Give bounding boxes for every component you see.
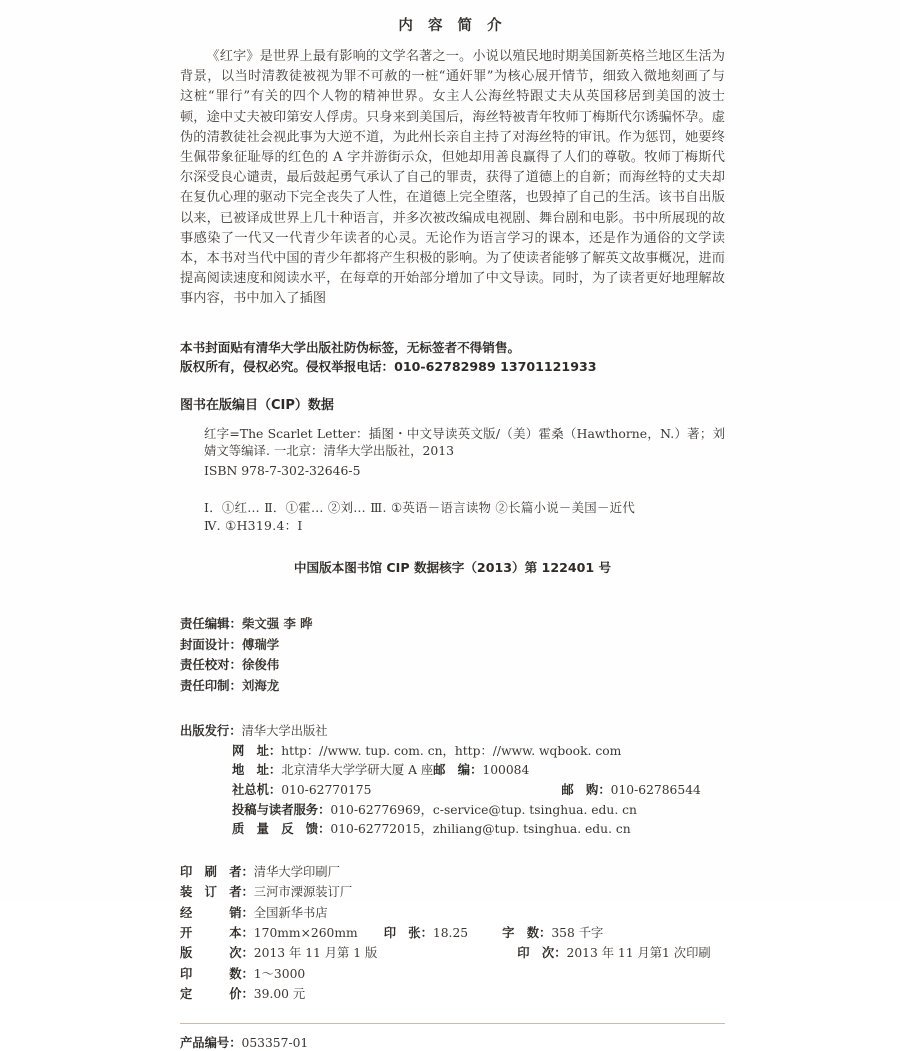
- printer-value: 清华大学印刷厂: [253, 864, 340, 879]
- staff-row-proofreader: [180, 655, 725, 676]
- cip-description: 红字=The Scarlet Letter：插图・中文导读英文版/（美）霍桑（Hawthorne，N.）著；刘婧文等编译. 一北京：清华大学出版社，2013: [204, 425, 725, 459]
- cip-heading: 图书在版编目（CIP）数据: [180, 397, 334, 413]
- publisher-info-block: [180, 722, 725, 840]
- publisher-label: 出版发行：: [180, 724, 242, 739]
- copies-label: 印 数：: [180, 966, 254, 981]
- cip-body: [180, 425, 725, 480]
- website-label: 网 址：: [232, 743, 282, 758]
- price-label: 定 价：: [180, 987, 254, 1002]
- product-number-value: 053357-01: [241, 1035, 309, 1050]
- staff-row-editor: [180, 614, 725, 635]
- staff-label-cover-design: 封面设计：: [180, 636, 242, 652]
- address-value: 北京清华大学学研大厦 A 座: [281, 763, 434, 778]
- impression-label: 印 次：: [517, 946, 567, 961]
- format-label: 开 本：: [180, 925, 254, 940]
- binder-value: 三河市溧源装订厂: [253, 885, 353, 900]
- notice-line-label: 本书封面贴有清华大学出版社防伪标签，无标签者不得销售。: [180, 339, 521, 355]
- classification-line-1: Ⅰ．①红… Ⅱ．①霍… ②刘… Ⅲ. ①英语－语言读物 ②长篇小说－美国－近代: [204, 500, 636, 516]
- mailorder-value: 010-62786544: [610, 782, 701, 797]
- distributor-row: [180, 903, 725, 923]
- isbn-value: ISBN 978-7-302-32646-5: [204, 462, 361, 478]
- staff-row-cover-design: [180, 635, 725, 656]
- edition-row: [180, 943, 725, 963]
- distributor-value: 全国新华书店: [253, 905, 328, 920]
- address-label: 地 址：: [232, 763, 282, 778]
- switchboard-label: 社总机：: [232, 782, 282, 797]
- editorial-staff-list: [180, 614, 725, 696]
- page-content: [180, 0, 725, 1051]
- book-synopsis-paragraph: 《红字》是世界上最有影响的文学名著之一。小说以殖民地时期美国新英格兰地区生活为背景，以当时清教徒被视为罪不可赦的一桩“通奸罪”为核心展开情节，细致入微地刻画了与这桩“罪行”有关的四个人物的精神世界。女主人公海丝特跟丈夫从英国移居到美国的波士顿，途中丈夫被印第安人俘虏。只身来到美国后，海丝特被青年牧师丁梅斯代尔诱骗怀孕。虚伪的清教徒社会视此事为大逆不道，为此州长亲自主持了对海丝特的审讯。作为惩罚，她要终生佩带象征耻辱的红色的 A 字并游街示众，但她却用善良赢得了人们的尊敬。牧师丁梅斯代尔深受良心谴责，最后鼓起勇气承认了自己的罪责，获得了道德上的自新；而海丝特的丈夫却在复仇心理的驱动下完全丧失了人性，在道德上完全堕落，也毁掉了自己的生活。该书自出版以来，已被译成世界上几十种语言，并多次被改编成电视剧、舞台剧和电影。书中所展现的故事感染了一代又一代青少年读者的心灵。无论作为语言学习的课本，还是作为通俗的文学读本，本书对当代中国的青少年都将产生积极的影响。为了使读者能够了解英文故事概况，进而提高阅读速度和阅读水平，在每章的开始部分增加了中文导读。同时，为了读者更好地理解故事内容，书中加入了插图: [180, 49, 725, 307]
- sheets-label: 印 张：: [383, 925, 433, 940]
- price-value: 39.00 元: [253, 987, 306, 1002]
- website-row: [180, 742, 725, 762]
- edition-label: 版 次：: [180, 946, 254, 961]
- address-row: [180, 761, 725, 781]
- service-label: 投稿与读者服务：: [232, 802, 331, 817]
- distributor-label: 经 销：: [180, 905, 254, 920]
- sheets-value: 18.25: [432, 925, 469, 940]
- binder-label: 装 订 者：: [180, 885, 254, 900]
- publisher-value: 清华大学出版社: [241, 724, 328, 739]
- cip-classification: [180, 499, 725, 535]
- service-value[interactable]: 010-62776969，c-service@tup. tsinghua. edu. cn: [330, 802, 637, 817]
- quality-feedback-row: [180, 820, 725, 840]
- printer-label: 印 刷 者：: [180, 864, 254, 879]
- quality-feedback-label: 质 量 反 馈：: [232, 822, 331, 837]
- staff-label-editor: 责任编辑：: [180, 616, 242, 632]
- words-label: 字 数：: [502, 925, 552, 940]
- staff-label-production: 责任印制：: [180, 677, 242, 693]
- copies-value: 1～3000: [253, 966, 306, 981]
- website-value[interactable]: http：//www. tup. com. cn，http：//www. wqbook. com: [281, 743, 622, 758]
- page-title: 内 容 简 介: [398, 18, 507, 34]
- service-row: [180, 801, 725, 821]
- copyright-report-line: 版权所有，侵权必究。侵权举报电话：010-62782989 13701121933: [180, 358, 597, 374]
- print-specs-block: [180, 862, 725, 1005]
- impression-value: 2013 年 11 月第1 次印刷: [566, 946, 711, 961]
- zip-label: 邮 编：: [433, 763, 483, 778]
- printer-row: [180, 862, 725, 882]
- footer-divider: [180, 1023, 725, 1024]
- staff-value-proofreader: 徐俊伟: [241, 657, 280, 673]
- staff-value-production: 刘海龙: [241, 677, 280, 693]
- product-number-row: [180, 1033, 725, 1051]
- classification-line-2: Ⅳ. ①H319.4：Ⅰ: [204, 518, 303, 534]
- switchboard-value: 010-62770175: [281, 782, 372, 797]
- format-row: [180, 923, 725, 943]
- format-value: 170mm×260mm: [253, 925, 358, 940]
- quality-feedback-value[interactable]: 010-62772015，zhiliang@tup. tsinghua. edu. cn: [330, 822, 631, 837]
- publisher-row: [180, 722, 725, 742]
- product-number-label: 产品编号：: [180, 1035, 242, 1050]
- mailorder-label: 邮 购：: [561, 782, 611, 797]
- national-library-cip-number: 中国版本图书馆 CIP 数据核字（2013）第 122401 号: [293, 560, 612, 576]
- switchboard-row: [180, 781, 725, 801]
- price-row: [180, 984, 725, 1004]
- staff-label-proofreader: 责任校对：: [180, 657, 242, 673]
- anti-counterfeit-notice: [180, 338, 725, 376]
- staff-value-cover-design: 傅瑞学: [241, 636, 280, 652]
- zip-value: 100084: [482, 763, 530, 778]
- words-value: 358 千字: [551, 925, 604, 940]
- copies-row: [180, 964, 725, 984]
- binder-row: [180, 882, 725, 902]
- staff-value-editor: 柴文强 李 晔: [241, 616, 313, 632]
- staff-row-production: [180, 676, 725, 697]
- edition-value: 2013 年 11 月第 1 版: [253, 946, 378, 961]
